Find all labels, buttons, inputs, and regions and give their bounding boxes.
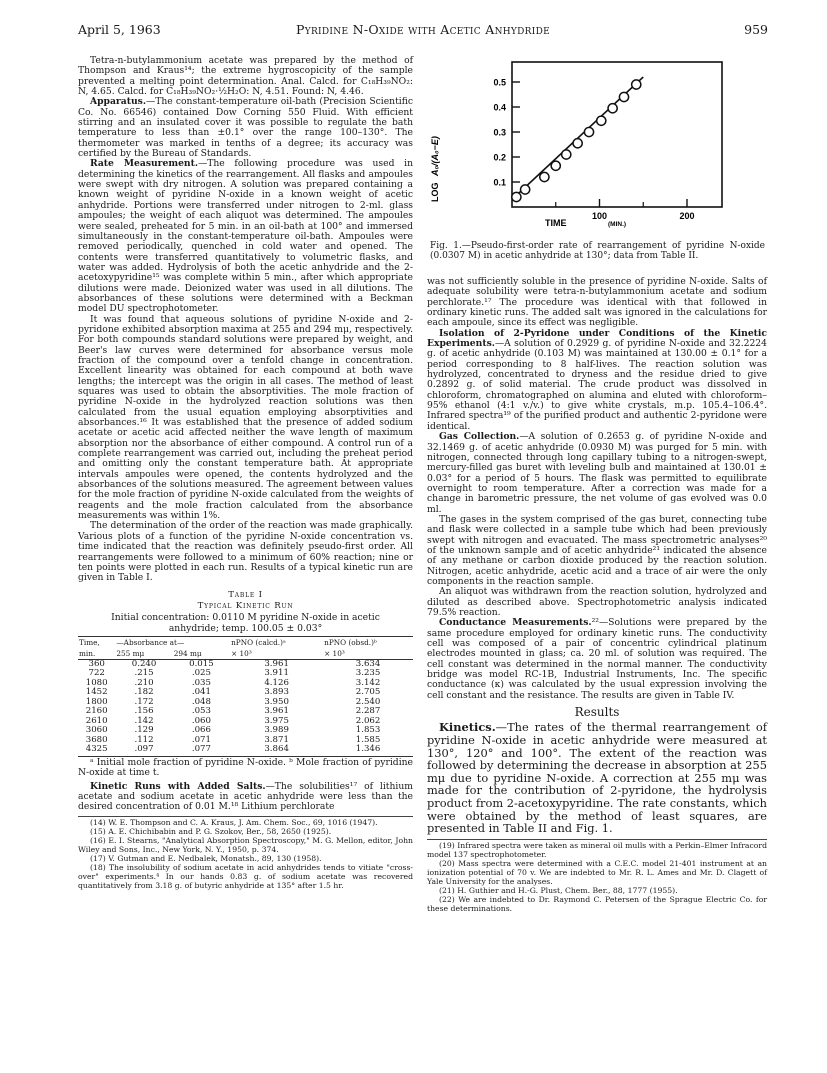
conductance-text: ²²—Solutions were prepared by the same procedure employed for ordinary kinetic runs. The conductivity cell was composed of a pair of concentric cylindrical platinum electrodes mounted in glass; ca. 20 ml. of solution was required. The cell constant was determined in the normal manner. The conductivity bridge was model RC-1B, Industrial Instruments, Inc. The specific conductance (κ) was calculated by the usual expression involving the cell constant and the resistance. The results are given in Table IV. (427, 617, 768, 701)
data-point (562, 150, 571, 159)
table-cell: 2.705 (355, 687, 381, 698)
figure-caption: Fig. 1.—Pseudo-first-order rate of rearrangement of pyridine N-oxide (0.0307 M) in acetic anhydride at 130°; data from Table II. (430, 241, 765, 262)
x-axis-label-time: TIME (545, 218, 567, 228)
col-header-time: Time, (78, 637, 115, 649)
table-cell: .210 (134, 677, 154, 688)
gas-text: —A solution of 0.2653 g. of pyridine N-oxide and 32.1469 g. of acetic anhydride (0.0930 M) was purged for 5 min. with nitrogen, connected through long capillary tubing to a nitrogen-swept, mercury-filled gas buret with leveling bulb and maintained at 130.01 ± 0.03° for a period of 5 hours. The flask was permitted to equilibrate overnight to room temperature. After a correction was made for a change in barometric pressure, the net volume of gas evolved was 0.0 ml. (427, 431, 767, 515)
table-cell: 3060 (85, 725, 108, 736)
table-row (78, 745, 413, 756)
data-point (632, 80, 641, 89)
run-in-heading-kinetics: Kinetics. (439, 720, 496, 735)
paragraph-aliquot: An aliquot was withdrawn from the reaction solution, hydrolyzed and diluted as described above. Spectrophotometric analysis indicated 79.5% reaction. (427, 586, 767, 618)
paragraph-kinetics (427, 721, 767, 834)
table-title: Typical Kinetic Run (197, 600, 294, 611)
table-cell: .172 (134, 696, 154, 707)
table-cell: 3.235 (355, 668, 381, 679)
y-tick-label: 0.4 (493, 102, 506, 113)
run-in-heading-isolation: Isolation of 2-Pyridone under Conditions of the Kinetic Experiments. (427, 327, 767, 350)
paragraph-rate-measurement (78, 159, 413, 314)
col-header-294: 294 mμ (173, 649, 230, 660)
col-header-absorbance: —Absorbance at— (115, 637, 230, 649)
y-tick-label: 0.3 (493, 127, 506, 138)
table-cell: 3.950 (264, 696, 289, 707)
paragraph-absorption: It was found that aqueous solutions of pyridine N-oxide and 2-pyridone exhibited absorption maxima at 255 and 294 mμ, respectively. For both compounds standard solutions were prepared by weight, and Beer's law curves were determined for absorbance versus mole fraction of the compound over a tenfold change in concentration. Excellent linearity was obtained for each compound at both wave lengths; the intercept was the origin in all cases. The method of least squares was used to obtain the absorptivities. The mole fraction of pyridine N-oxide in the hydrolyzed reaction solutions was then calculated from the usual equation employing absorptivities and absorbances.¹⁶ It was established that the presence of added sodium acetate or acetic acid affected neither the wave length of maximum absorption nor the absorbance of either compound. A control run of a complete rearrangement was carried out, including the preheat period and omitting only the constant temperature bath. At appropriate intervals ampoules were opened, the contents hydrolyzed and the absorbances of the solutions measured. The agreement between values for the mole fraction of pyridine N-oxide calculated from the weights of reagents and the mole fraction calculated from the absorbance measurements was within 1%. (78, 313, 413, 522)
left-column (78, 56, 413, 890)
run-in-heading-salts: Kinetic Runs with Added Salts. (90, 780, 266, 792)
kinetics-text: —The rates of the thermal rearrangement of pyridine N-oxide in acetic anhydride were measured at 130°, 120° and 100°. The extent of the reaction was followed by determining the decrease in absorption at 255 mμ due to pyridine N-oxide. A correction at 255 mμ was made for the contribution of 2-pyridone, the hydrolysis product from 2-acetoxypyridine. The rate constants, which were obtained by the method of least squares, are presented in Table II and Fig. 1. (427, 720, 767, 836)
table-cell: .041 (191, 687, 211, 698)
data-point (540, 172, 549, 181)
table-cell: 3.142 (355, 677, 381, 688)
footnote-14: (14) W. E. Thompson and C. A. Kraus, J. Am. Chem. Soc., 69, 1016 (1947). (90, 817, 378, 827)
table-cell: 3.911 (264, 668, 289, 679)
col-unit-time: min. (78, 649, 115, 660)
rate-plot (430, 52, 765, 237)
run-in-heading-apparatus: Apparatus. (90, 96, 147, 108)
left-footnotes (78, 816, 413, 890)
footnote-19: (19) Infrared spectra were taken as mineral oil mulls with a Perkin–Elmer Infracord model 137 spectrophotometer. (427, 840, 767, 859)
paragraph-gases: The gases in the system comprised of the gas buret, connecting tube and flask were collected in a sample tube which had been previously swept with nitrogen and evacuated. The mass spectrometric analyses²⁰ of the unknown sample and of acetic anhydride²¹ indicated the absence of any methane or carbon dioxide produced by the reaction solution. Nitrogen, acetic anhydride, acetic acid and a trace of air were the only components in the reaction sample. (427, 513, 767, 587)
table-cell: 1.346 (323, 745, 413, 756)
paragraph-salt-prep: Tetra-n-butylammonium acetate was prepared by the method of Thompson and Kraus¹⁴; the extreme hygroscopicity of the sample prevented a melting point determination. Anal. Calcd. for C₁₈H₃₉NO₂: N, 4.65. Calcd. for C₁₈H₃₉NO₂·½H₂O: N, 4.51. Found: N, 4.46. (78, 55, 413, 98)
y-tick-label: 0.2 (493, 152, 506, 163)
x-tick-label: 200 (679, 211, 695, 221)
table-cell: .060 (191, 715, 211, 726)
table-cell: 1080 (85, 677, 108, 688)
right-footnotes (427, 839, 767, 913)
run-in-heading-conductance: Conductance Measurements. (439, 617, 592, 629)
data-point (551, 161, 560, 170)
table-cell: .035 (191, 677, 211, 688)
table-cell: .156 (134, 706, 154, 717)
paragraph-isolation (427, 329, 767, 432)
table-cell: 4.126 (264, 677, 289, 688)
plot-axes (493, 62, 722, 221)
table-cell: 722 (88, 668, 105, 679)
table-cell: .142 (134, 715, 154, 726)
col-header-calcd: nPNO (calcd.)ᵃ (230, 637, 323, 649)
data-point (619, 92, 628, 101)
run-in-heading-rate: Rate Measurement. (90, 158, 199, 170)
table-cell: 3.871 (264, 734, 289, 745)
footnote-15: (15) A. E. Chichibabin and P. G. Szokov, Ber., 58, 2650 (1925). (90, 826, 332, 836)
y-tick-label: 0.5 (493, 77, 506, 88)
table-cell: 3.961 (264, 706, 289, 717)
data-point (608, 104, 617, 113)
table-cell: 2610 (85, 715, 108, 726)
header-date: April 5, 1963 (78, 22, 161, 37)
table-cell: 2.540 (355, 696, 381, 707)
table-cell: 1.585 (355, 734, 381, 745)
kinetic-run-table (78, 636, 413, 757)
table-cell: 2.287 (355, 706, 381, 717)
table-cell: 3.961 (264, 658, 289, 669)
table-cell: .025 (191, 668, 211, 679)
footnote-20: (20) Mass spectra were determined with a C.E.C. model 21-401 instrument at an ionization potential of 70 v. We are indebted to Mr. R. L. Ames and Mr. D. Clagett of Yale University for the analyses. (427, 858, 767, 886)
footnote-22: (22) We are indebted to Dr. Raymond C. Petersen of the Sprague Electric Co. for these determinations. (427, 894, 767, 913)
table-cell: 4325 (78, 745, 115, 756)
x-tick-label: 100 (591, 211, 608, 221)
footnote-21: (21) H. Guthier and H.-G. Plust, Chem. Ber., 88, 1777 (1955). (439, 885, 678, 895)
table-cell: 2160 (85, 706, 108, 717)
table-cell: 3680 (85, 734, 108, 745)
table-cell: 3.975 (264, 715, 289, 726)
right-column (427, 277, 767, 913)
section-heading-results: Results (574, 705, 620, 720)
col-unit-obsd: × 10³ (323, 649, 413, 660)
isolation-text: —A solution of 0.2929 g. of pyridine N-oxide and 32.2224 g. of acetic anhydride (0.103 M) was maintained at 130.00 ± 0.1° for a period corresponding to 8 half-lives. The reaction solution was hydrolyzed, concentrated to dryness and the residue dried to give 0.2892 g. of solid material. The crude product was dissolved in chloroform, chromatographed on alumina and eluted with chloroform–95% ethanol (4:1 v./v.) to give white crystals, m.p. 105.4–106.4°. Infrared spectra¹⁹ of the purified product and authentic 2-pyridone were identical. (427, 338, 767, 432)
paragraph-salts-cont: was not sufficiently soluble in the presence of pyridine N-oxide. Salts of adequate solubility were tetra-n-butylammonium acetate and sodium perchlorate.¹⁷ The procedure was identical with that followed in ordinary kinetic runs. The added salt was ignored in the calculations for each ampoule, since its effect was negligible. (427, 276, 767, 329)
salts-text: —The solubilities¹⁷ of lithium acetate and sodium acetate in acetic anhydride were less than the desired concentration of 0.01 M.¹⁸ Lithium perchlorate (78, 780, 413, 813)
apparatus-text: —The constant-temperature oil-bath (Precision Scientific Co. No. 66546) contained Dow Corning 550 Fluid. With efficient stirring and an insulated cover it was possible to regulate the bath temperature to less than ±0.1° over the range 100–130°. The thermometer was marked in tenths of a degree; its accuracy was certified by the Bureau of Standards. (78, 96, 413, 160)
table-cell: .215 (134, 668, 154, 679)
table-initial-conditions: Initial concentration: 0.0110 M pyridine N-oxide in acetic anhydride; temp. 100.05 ± 0.03° (111, 612, 380, 634)
table-cell: 3.989 (264, 725, 289, 736)
run-in-heading-gas: Gas Collection. (439, 431, 520, 443)
table-cell: .048 (191, 696, 211, 707)
data-point (573, 139, 582, 148)
y-axis-label-ratio: A₀/(A₀−E) (430, 136, 440, 176)
col-header-obsd: nPNO (obsd.)ᵇ (323, 637, 413, 649)
table-cell: .112 (134, 734, 154, 745)
table-cell: .077 (173, 745, 230, 756)
table-cell: 3.864 (230, 745, 323, 756)
plot-frame (512, 62, 722, 207)
table-cell: 360 (88, 658, 105, 669)
table-cell: 1.853 (355, 725, 381, 736)
table-number: Table I (228, 589, 263, 600)
y-tick-label: 0.1 (493, 177, 506, 188)
header-title: Pyridine N-Oxide with Acetic Anhydride (296, 22, 550, 37)
figure-1 (430, 52, 765, 274)
table-cell: 3.634 (355, 658, 381, 669)
paragraph-gas-collection (427, 432, 767, 515)
header-page-number: 959 (744, 22, 768, 37)
table-cell: .129 (134, 725, 154, 736)
table-cell: .071 (191, 734, 211, 745)
table-cell: .066 (191, 725, 211, 736)
data-point (512, 192, 521, 201)
table-cell: 0.015 (189, 658, 214, 669)
x-axis-label-unit: (MIN.) (608, 221, 627, 228)
col-unit-calcd: × 10³ (230, 649, 323, 660)
table-cell: 1452 (85, 687, 108, 698)
table-cell: .053 (191, 706, 211, 717)
footnote-16: (16) E. I. Stearns, "Analytical Absorption Spectroscopy," M. G. Mellon, editor, John Wiley and Sons, Inc., New York, N. Y., 1950, p. 374. (78, 835, 413, 854)
table-cell: 2.062 (355, 715, 381, 726)
paragraph-order: The determination of the order of the reaction was made graphically. Various plots of a function of the pyridine N-oxide concentration vs. time indicated that the reaction was definitely pseudo-first order. All rearrangements were followed to a minimum of 60% reaction; nine or ten points were plotted in each run. Results of a typical kinetic run are given in Table I. (78, 520, 413, 584)
rate-text: —The following procedure was used in determining the kinetics of the rearrangement. All flasks and ampoules were swept with dry nitrogen. A solution was prepared containing a known weight of pyridine N-oxide in a known weight of acetic anhydride. Portions were transferred under nitrogen to 2-ml. glass ampoules; the weight of each aliquot was determined. The ampoules were sealed, preheated for 5 min. in an oil-bath at 100° and immersed simultaneously in the constant-temperature oil-bath. Ampoules were removed periodically, quenched in cold water and opened. The contents were transferred quantitatively to volumetric flasks, and water was added. Hydrolysis of both the acetic anhydride and the 2-acetoxypyridine¹⁵ was complete within 5 min., after which appropriate dilutions were made. Deionized water was used in all dilutions. The absorbances of these solutions were determined with a Beckman model DU spectrophotometer. (78, 158, 413, 315)
footnote-17: (17) V. Gutman and E. Nedbalek, Monatsh., 89, 130 (1958). (90, 853, 322, 863)
data-point (597, 116, 606, 125)
y-axis-label-log: LOG (430, 182, 440, 202)
table-cell: .097 (115, 745, 172, 756)
footnote-18: (18) The insolubility of sodium acetate in acid anhydrides tends to vitiate "cross-over" experiments.⁴ In our hands 0.83 g. of sodium acetate was recovered quantitatively from 3.18 g. of butyric anhydride at 135° after 1.5 hr. (78, 862, 413, 890)
paragraph-conductance (427, 618, 767, 701)
paragraph-apparatus (78, 97, 413, 159)
running-header (78, 22, 768, 38)
table-cell: .182 (134, 687, 154, 698)
col-header-255: 255 mμ (115, 649, 172, 660)
data-point (521, 185, 530, 194)
paragraph-added-salts (78, 782, 413, 813)
table-cell: 0.240 (131, 658, 157, 669)
table-cell: 3.893 (264, 687, 289, 698)
data-point (584, 127, 593, 136)
table-footnote: ᵃ Initial mole fraction of pyridine N-oxide. ᵇ Mole fraction of pyridine N-oxide at time t. (78, 756, 413, 779)
table-cell: 1800 (85, 696, 108, 707)
